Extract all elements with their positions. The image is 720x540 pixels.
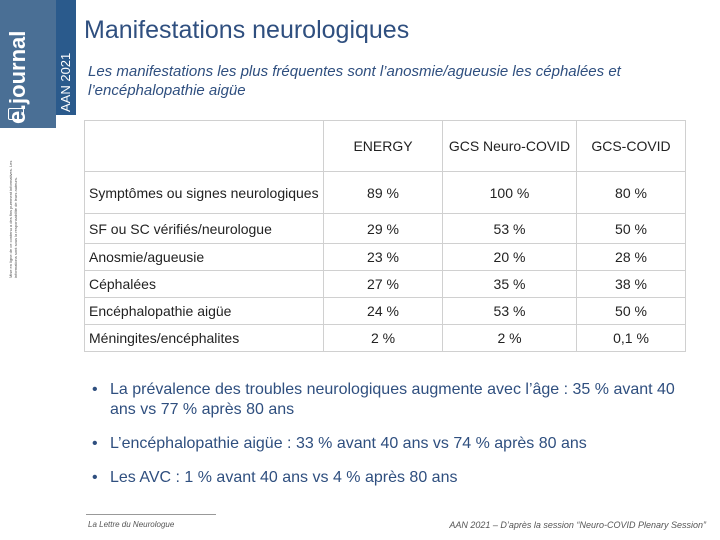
- table-row: [85, 271, 686, 298]
- table-cell: 38 %: [577, 271, 686, 298]
- row-label: Anosmie/agueusie: [85, 244, 324, 271]
- row-label: Méningites/encéphalites: [85, 325, 324, 352]
- table-row: [85, 298, 686, 325]
- table-header-cell: GCS-COVID: [577, 121, 686, 172]
- row-label: Céphalées: [85, 271, 324, 298]
- table-cell: 29 %: [324, 214, 443, 244]
- row-label: Symptômes ou signes neurologiques: [85, 172, 324, 214]
- table-cell: 50 %: [577, 214, 686, 244]
- table-cell: 20 %: [443, 244, 577, 271]
- table-cell: 2 %: [443, 325, 577, 352]
- row-label: Encéphalopathie aigüe: [85, 298, 324, 325]
- table-header-cell: ENERGY: [324, 121, 443, 172]
- page-title: Manifestations neurologiques: [84, 16, 410, 44]
- table-cell: 100 %: [443, 172, 577, 214]
- table-cell: 35 %: [443, 271, 577, 298]
- table-cell: 24 %: [324, 298, 443, 325]
- table-header-row: [85, 121, 686, 172]
- conference-label: AAN 2021: [58, 52, 73, 112]
- bullet-item: • Les AVC : 1 % avant 40 ans vs 4 % après 80 ans: [84, 468, 694, 488]
- bullet-list: [84, 380, 694, 502]
- disclaimer-text: Mise en ligne de ce contenu a des fins purement informatives. Les informations sont sous la responsabilite de leurs auteurs.: [8, 160, 18, 278]
- table-cell: 28 %: [577, 244, 686, 271]
- table-row: [85, 172, 686, 214]
- table-cell: 53 %: [443, 298, 577, 325]
- table-cell: 89 %: [324, 172, 443, 214]
- sidebar: [0, 0, 76, 540]
- table-header-cell: [85, 121, 324, 172]
- row-label: SF ou SC vérifiés/neurologue: [85, 214, 324, 244]
- table-cell: 53 %: [443, 214, 577, 244]
- table-cell: 0,1 %: [577, 325, 686, 352]
- table-header-cell: GCS Neuro-COVID: [443, 121, 577, 172]
- bullet-item: • L’encéphalopathie aigüe : 33 % avant 40 ans vs 74 % après 80 ans: [84, 434, 694, 454]
- brand-prefix: e.: [4, 103, 31, 124]
- bullet-item: • La prévalence des troubles neurologiques augmente avec l’âge : 35 % avant 40 ans vs 77 % après 80 ans: [84, 380, 694, 420]
- brand-suffix: journal: [5, 30, 30, 104]
- table-row: [85, 244, 686, 271]
- data-table: [84, 120, 686, 352]
- table-cell: 23 %: [324, 244, 443, 271]
- table-cell: 80 %: [577, 172, 686, 214]
- footer-journal: La Lettre du Neurologue: [88, 520, 175, 529]
- page-subtitle: Les manifestations les plus fréquentes sont l’anosmie/agueusie les céphalées et l’encéphalopathie aigüe: [88, 63, 621, 99]
- ejournal-logo: [4, 4, 31, 124]
- footer-divider: [86, 514, 216, 515]
- table-row: [85, 214, 686, 244]
- footer-source: AAN 2021 – D’après la session “Neuro-COVID Plenary Session”: [449, 520, 706, 530]
- table-row: [85, 325, 686, 352]
- table-cell: 50 %: [577, 298, 686, 325]
- table-cell: 2 %: [324, 325, 443, 352]
- table-cell: 27 %: [324, 271, 443, 298]
